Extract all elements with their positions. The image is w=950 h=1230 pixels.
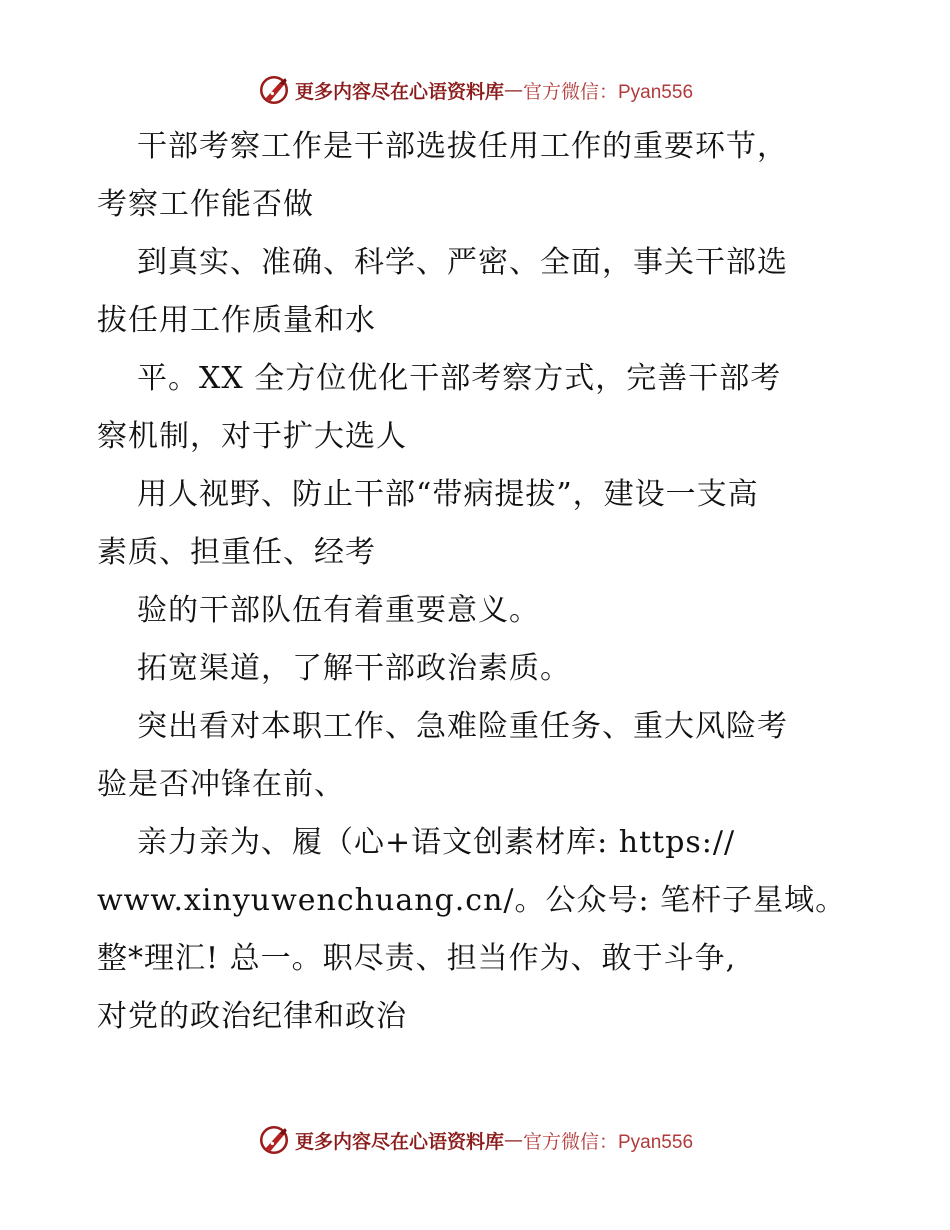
banner-contact: 官方微信：Pyan556 — [523, 81, 694, 103]
pen-nib-logo-icon — [257, 1123, 291, 1157]
body-line: 考察工作能否做 — [97, 187, 314, 222]
footer-banner — [0, 1120, 950, 1160]
body-line: 突出看对本职工作、急难险重任务、重大风险考 — [137, 709, 788, 744]
document-body — [97, 118, 857, 1046]
body-line: 整*理汇! 总一。职尽责、担当作为、敢于斗争, — [97, 941, 737, 976]
body-line: 亲力亲为、履（心+语文创素材库: https:// — [137, 825, 736, 860]
body-line: 用人视野、防止干部“带病提拔”，建设一支高 — [137, 477, 759, 512]
banner-title: 更多内容尽在心语资料库 — [294, 1130, 504, 1153]
body-line: 验是否冲锋在前、 — [97, 767, 345, 802]
header-banner — [0, 70, 950, 110]
banner-dash: — — [504, 1129, 523, 1151]
body-line: 察机制，对于扩大选人 — [97, 419, 407, 454]
banner-dash: — — [504, 79, 523, 101]
body-line: 到真实、准确、科学、严密、全面，事关干部选 — [137, 245, 788, 280]
body-line: 对党的政治纪律和政治 — [97, 999, 407, 1034]
banner-title: 更多内容尽在心语资料库 — [294, 80, 504, 103]
body-line: 拓宽渠道，了解干部政治素质。 — [137, 651, 571, 686]
body-line: www.xinyuwenchuang.cn/。公众号: 笔杆子星域。 — [97, 883, 847, 918]
body-line: 验的干部队伍有着重要意义。 — [137, 593, 540, 628]
body-line: 拔任用工作质量和水 — [97, 303, 376, 338]
body-line: 干部考察工作是干部选拔任用工作的重要环节， — [137, 129, 788, 164]
body-line: 平。XX 全方位优化干部考察方式，完善干部考 — [137, 361, 782, 396]
body-line: 素质、担重任、经考 — [97, 535, 376, 570]
banner-contact: 官方微信：Pyan556 — [523, 1131, 694, 1153]
pen-nib-logo-icon — [257, 73, 291, 107]
